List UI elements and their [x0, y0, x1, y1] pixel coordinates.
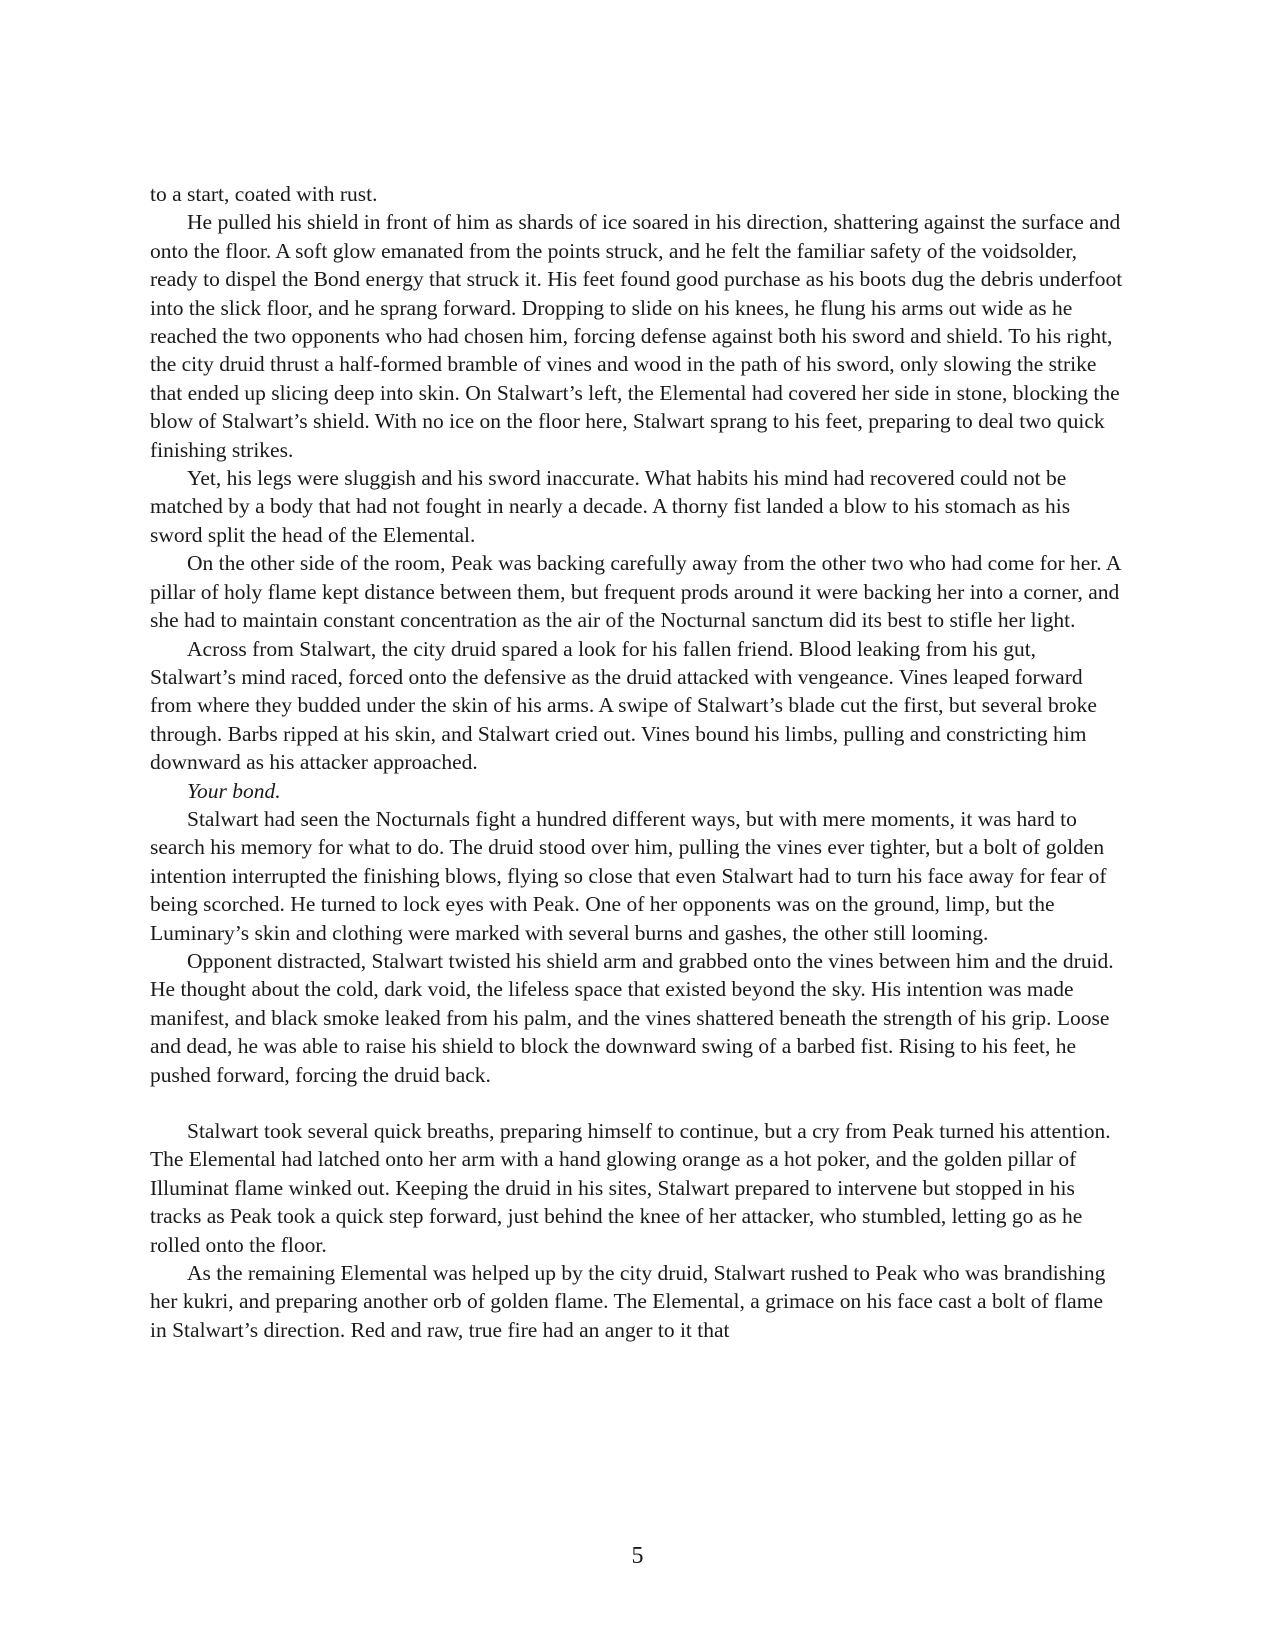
paragraph-8: Opponent distracted, Stalwart twisted his shield arm and grabbed onto the vines between him and the druid. He thought about the cold, dark void, the lifeless space that existed beyond the sky. His intention was made manifest, and black smoke leaked from his palm, and the vines shattered beneath the strength of his grip. Loose and dead, he was able to raise his shield to block the downward swing of a barbed fist. Rising to his feet, he pushed forward, forcing the druid back.: [150, 948, 1114, 1087]
paragraph-6-italic: Your bond.: [187, 778, 281, 803]
paragraph-1: to a start, coated with rust.: [150, 182, 378, 206]
paragraph-9: Stalwart took several quick breaths, preparing himself to continue, but a cry from Peak turned his attention. The Elemental had latched onto her arm with a hand glowing orange as a hot poker, and the golden pillar of Illuminat flame winked out. Keeping the druid in his sites, Stalwart prepared to intervene but stopped in his tracks as Peak took a quick step forward, just behind the knee of her attacker, who stumbled, letting go as he rolled onto the floor.: [150, 1119, 1111, 1257]
paragraph-7: Stalwart had seen the Nocturnals fight a hundred different ways, but with mere moments, it was hard to search his memory for what to do. The druid stood over him, pulling the vines ever tighter, but a bolt of golden intention interrupted the finishing blows, flying so close that even Stalwart had to turn his face away for fear of being scorched. He turned to lock eyes with Peak. One of her opponents was on the ground, limp, but the Luminary’s skin and clothing were marked with several burns and gashes, the other still looming.: [150, 806, 1107, 945]
paragraph-10: As the remaining Elemental was helped up by the city druid, Stalwart rushed to Peak who was brandishing her kukri, and preparing another orb of golden flame. The Elemental, a grimace on his face cast a bolt of flame in Stalwart’s direction. Red and raw, true fire had an anger to it that: [150, 1261, 1106, 1342]
paragraph-2: He pulled his shield in front of him as shards of ice soared in his direction, shattering against the surface and onto the floor. A soft glow emanated from the points struck, and he felt the familiar safety of the voidsolder, ready to dispel the Bond energy that struck it. His feet found good purchase as his boots dug the debris underfoot into the slick floor, and he sprang forward. Dropping to slide on his knees, he flung his arms out wide as he reached the two opponents who had chosen him, forcing defense against both his sword and shield. To his right, the city druid thrust a half-formed bramble of vines and wood in the path of his sword, only slowing the strike that ended up slicing deep into skin. On Stalwart’s left, the Elemental had covered her side in stone, blocking the blow of Stalwart’s shield. With no ice on the floor here, Stalwart sprang to his feet, preparing to deal two quick finishing strikes.: [150, 210, 1123, 462]
paragraph-4: On the other side of the room, Peak was backing carefully away from the other two who had come for her. A pillar of holy flame kept distance between them, but frequent prods around it were backing her into a corner, and she had to maintain constant concentration as the air of the Nocturnal sanctum did its best to stifle her light.: [150, 551, 1121, 633]
page-number: 5: [631, 1543, 644, 1569]
paragraph-5: Across from Stalwart, the city druid spared a look for his fallen friend. Blood leaking from his gut, Stalwart’s mind raced, forced onto the defensive as the druid attacked with vengeance. Vines leaped forward from where they budded under the skin of his arms. A swipe of Stalwart’s blade cut the first, but several broke through. Barbs ripped at his skin, and Stalwart cried out. Vines bound his limbs, pulling and constricting him downward as his attacker approached.: [150, 636, 1097, 775]
page-body: [150, 180, 1125, 1344]
paragraph-3: Yet, his legs were sluggish and his sword inaccurate. What habits his mind had recovered could not be matched by a body that had not fought in nearly a decade. A thorny fist landed a blow to his stomach as his sword split the head of the Elemental.: [150, 466, 1071, 547]
